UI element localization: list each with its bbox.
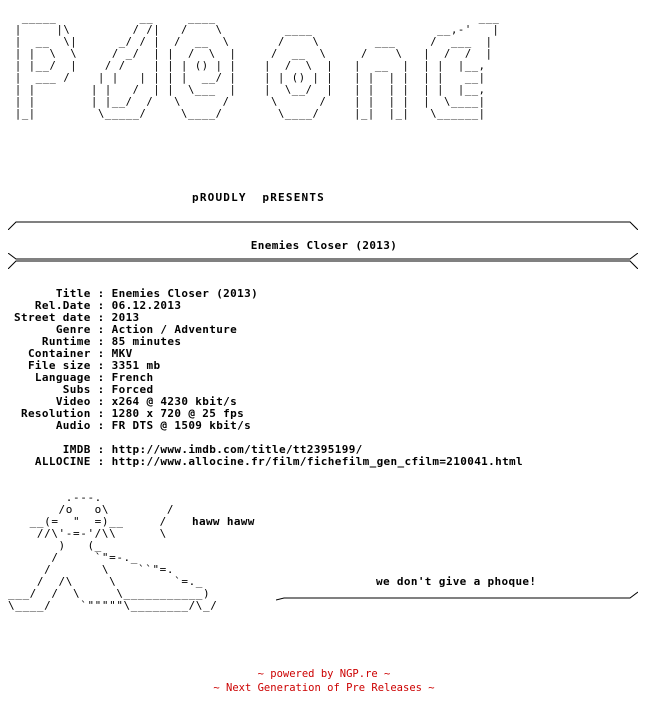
rows-value: Action / Adventure <box>111 323 238 336</box>
divider-bottom <box>8 253 638 269</box>
separator: : <box>90 359 112 372</box>
rows-label: Audio <box>14 419 91 432</box>
release-info-table <box>14 288 523 468</box>
separator: : <box>90 299 112 312</box>
separator: : <box>90 419 112 432</box>
footer-line-tagline: ~ Next Generation of Pre Releases ~ <box>213 682 435 694</box>
links-row <box>14 455 523 468</box>
rows-value: Forced <box>111 383 154 396</box>
rows-value: 1280 x 720 @ 25 fps <box>111 407 245 420</box>
rows-value: x264 @ 4230 kbit/s <box>111 395 238 408</box>
links-value[interactable]: http://www.imdb.com/title/tt2395199/ <box>111 443 363 456</box>
rows-value: 85 minutes <box>111 335 182 348</box>
rows-value: 06.12.2013 <box>111 299 182 312</box>
separator: : <box>90 287 112 300</box>
separator: : <box>90 407 112 420</box>
proudly-presents-text: pROUDLY pRESENTS <box>192 191 325 204</box>
release-title: Enemies Closer (2013) <box>250 239 398 252</box>
divider-top <box>8 220 638 230</box>
separator: : <box>90 311 112 324</box>
rows-label: Resolution <box>14 407 91 420</box>
rows-label: Runtime <box>14 335 91 348</box>
mascot-ascii-art: .---. /o o\ / __(= " =)__ / //\'-=-'/\\ \ ) (_ / `"=-._ / \ ``"=. / /\ \ `=._ ___/ / \ \___________) \____/ `"""""\________/\_/ <box>8 491 218 612</box>
separator: : <box>90 383 112 396</box>
footer-line-powered-by: ~ powered by NGP.re ~ <box>257 668 391 680</box>
rows-label: Subs <box>14 383 91 396</box>
rows-label: Video <box>14 395 91 408</box>
tagline-text: we don't give a phoque! <box>376 575 537 588</box>
separator: : <box>90 395 112 408</box>
speech-text: haww haww <box>192 515 255 528</box>
tagline-divider <box>276 590 638 602</box>
rows-label: Rel.Date <box>14 299 91 312</box>
rows-label: Container <box>14 347 91 360</box>
links-label: ALLOCINE <box>14 455 91 468</box>
separator: : <box>90 443 112 456</box>
rows-label: Street date <box>14 311 91 324</box>
rows-label: File size <box>14 359 91 372</box>
separator: : <box>90 455 112 468</box>
rows-row <box>14 419 251 432</box>
rows-value: 3351 mb <box>111 359 161 372</box>
rows-value: MKV <box>111 347 133 360</box>
rows-value: FR DTS @ 1509 kbit/s <box>111 419 252 432</box>
rows-label: Title <box>14 287 91 300</box>
links-label: IMDB <box>14 443 91 456</box>
rows-value: 2013 <box>111 311 140 324</box>
rows-label: Genre <box>14 323 91 336</box>
rows-value: Enemies Closer (2013) <box>111 287 259 300</box>
rows-value: French <box>111 371 154 384</box>
links-value[interactable]: http://www.allocine.fr/film/fichefilm_gen_cfilm=210041.html <box>111 455 524 468</box>
group-logo-ascii-art: _____ __ ____ ___ | |\ / /| / \ ____ __,-' | | __ \| _/ / | / __ \ / \ ___ / ___ | | | \ \ / _/ | | / \ | / __ \ / \ | / / | | |__/ | / / | | | () | | | / \ | | __ | | | |__, | ___ / | | | | | | __/ | | | () | | | | | | | | __| | | | | / | | \___ | | \__/ | | | | | | | |__, | | | |__/ / \ / \ / | | | | | \____| |_| \_____/ \____/ \____/ |_| |_| \______| <box>14 12 500 120</box>
separator: : <box>90 323 112 336</box>
separator: : <box>90 347 112 360</box>
rows-label: Language <box>14 371 91 384</box>
footer <box>0 668 648 696</box>
separator: : <box>90 371 112 384</box>
separator: : <box>90 335 112 348</box>
